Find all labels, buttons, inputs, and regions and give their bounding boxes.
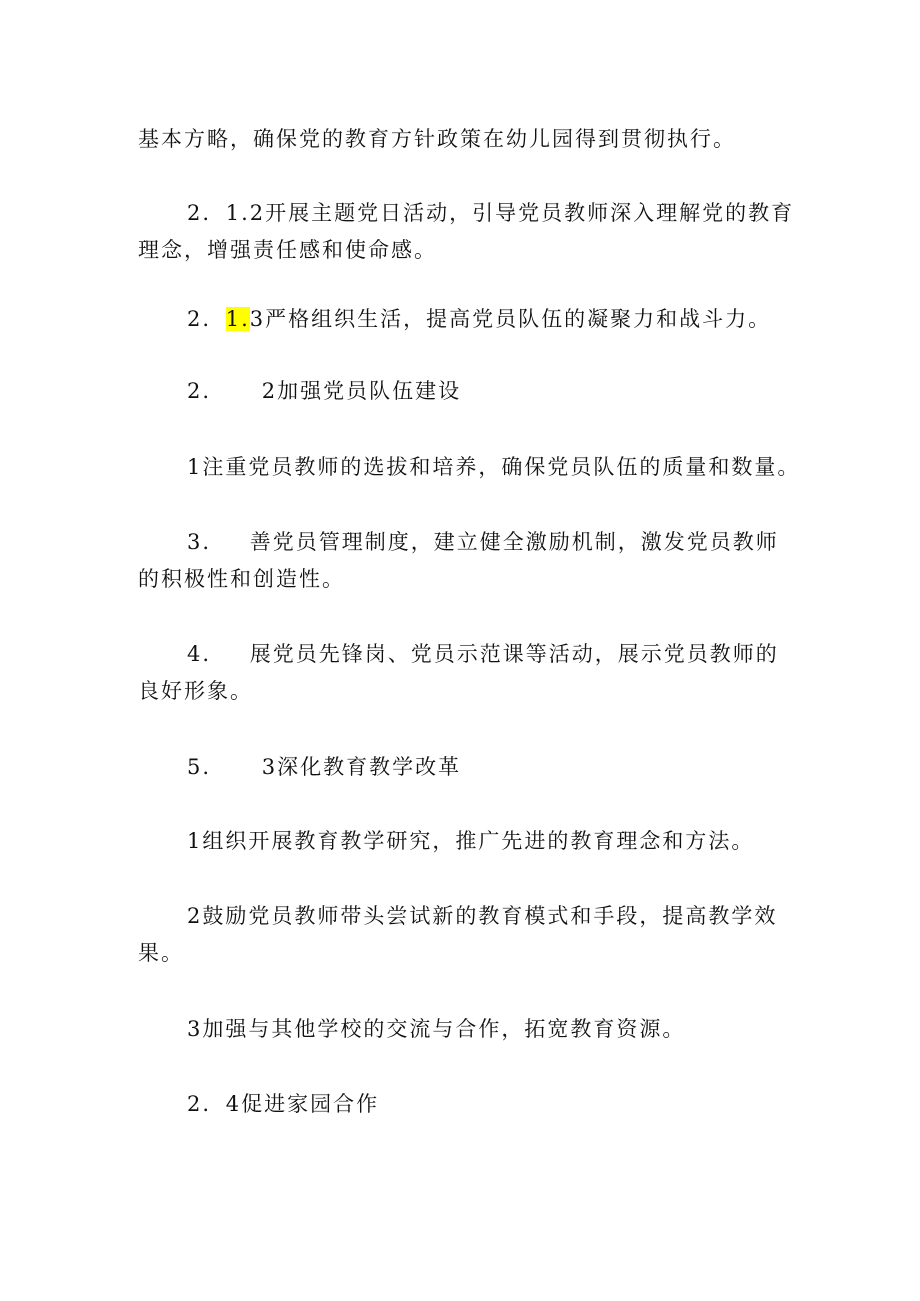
paragraph-text: 的积极性和创造性。 <box>138 567 345 591</box>
paragraph-8-line-1 <box>187 749 461 785</box>
paragraph-text: 3加强与其他学校的交流与合作，拓宽教育资源。 <box>187 1017 686 1041</box>
section-heading: 2加强党员队伍建设 <box>261 379 462 403</box>
paragraph-10-line-2 <box>138 935 184 971</box>
paragraph-4-line-1 <box>187 373 461 409</box>
section-heading: 3深化教育教学改革 <box>261 755 462 779</box>
highlighted-text: 1. <box>225 307 250 331</box>
paragraph-3-line-1 <box>187 301 771 337</box>
paragraph-text: 3严格组织生活，提高党员队伍的凝聚力和战斗力。 <box>249 307 772 331</box>
paragraph-text: 1组织开展教育教学研究，推广先进的教育理念和方法。 <box>187 829 755 853</box>
list-number: 2. <box>187 379 212 403</box>
paragraph-2-line-2 <box>138 232 437 268</box>
list-number: 4. <box>187 642 212 666</box>
list-number: 2. <box>187 201 212 225</box>
paragraph-text: 基本方略，确保党的教育方针政策在幼儿园得到贯彻执行。 <box>138 127 736 151</box>
list-number: 5. <box>187 755 212 779</box>
paragraph-6-line-1 <box>187 524 779 560</box>
paragraph-text: 果。 <box>138 941 184 965</box>
paragraph-2-line-1 <box>187 195 794 231</box>
paragraph-text: 理念，增强责任感和使命感。 <box>138 238 437 262</box>
paragraph-text: 良好形象。 <box>138 679 253 703</box>
paragraph-10-line-1 <box>187 898 777 934</box>
paragraph-1-line-1 <box>138 121 736 157</box>
paragraph-text: 善党员管理制度，建立健全激励机制，激发党员教师 <box>249 530 779 554</box>
paragraph-11-line-1 <box>187 1011 685 1047</box>
paragraph-text: 展党员先锋岗、党员示范课等活动，展示党员教师的 <box>249 642 779 666</box>
list-number: 2. <box>187 307 212 331</box>
paragraph-5-line-1 <box>187 449 800 485</box>
paragraph-text: 2鼓励党员教师带头尝试新的教育模式和手段，提高教学效 <box>187 904 778 928</box>
section-heading: 4促进家园合作 <box>225 1092 380 1116</box>
paragraph-text: 1.2开展主题党日活动，引导党员教师深入理解党的教育 <box>225 201 795 225</box>
paragraph-9-line-1 <box>187 823 754 859</box>
list-number: 3. <box>187 530 212 554</box>
paragraph-6-line-2 <box>138 561 345 597</box>
paragraph-7-line-1 <box>187 636 779 672</box>
list-number: 2. <box>187 1092 212 1116</box>
paragraph-12-line-1 <box>187 1086 379 1122</box>
paragraph-7-line-2 <box>138 673 253 709</box>
paragraph-text: 1注重党员教师的选拔和培养，确保党员队伍的质量和数量。 <box>187 455 801 479</box>
